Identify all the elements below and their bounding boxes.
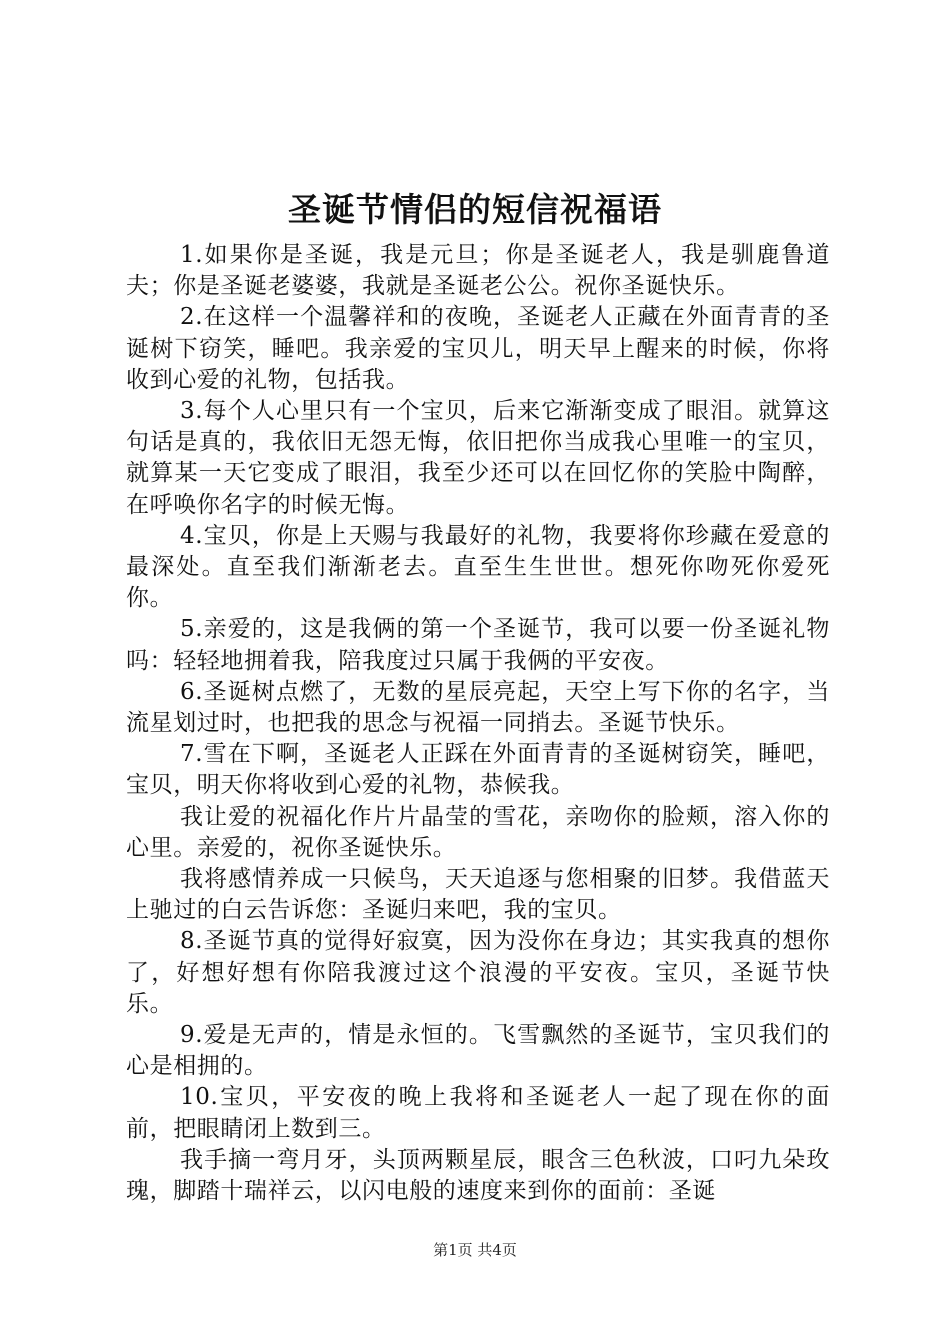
paragraph: 我手摘一弯月牙，头顶两颗星辰，眼含三色秋波，口叼九朵玫瑰，脚踏十瑞祥云，以闪电般的速度来到你的面前：圣诞	[126, 1146, 830, 1205]
document-body	[126, 240, 830, 1207]
document-title: 圣诞节情侣的短信祝福语	[288, 190, 662, 229]
paragraph: 3.每个人心里只有一个宝贝，后来它渐渐变成了眼泪。就算这句话是真的，我依旧无怨无悔，依旧把你当成我心里唯一的宝贝，就算某一天它变成了眼泪，我至少还可以在回忆你的笑脸中陶醉，在呼唤你名字的时候无悔。	[126, 398, 830, 518]
paragraph: 我让爱的祝福化作片片晶莹的雪花，亲吻你的脸颊，溶入你的心里。亲爱的，祝你圣诞快乐。	[126, 803, 830, 861]
paragraph: 6.圣诞树点燃了，无数的星辰亮起，天空上写下你的名字，当流星划过时，也把我的思念与祝福一同捎去。圣诞节快乐。	[126, 678, 830, 737]
paragraph: 5.亲爱的，这是我俩的第一个圣诞节，我可以要一份圣诞礼物吗：轻轻地拥着我，陪我度过只属于我俩的平安夜。	[126, 616, 830, 674]
page-footer: 第1页 共4页	[433, 1241, 517, 1259]
paragraph: 10.宝贝，平安夜的晚上我将和圣诞老人一起了现在你的面前，把眼睛闭上数到三。	[126, 1084, 830, 1142]
paragraph: 4.宝贝，你是上天赐与我最好的礼物，我要将你珍藏在爱意的最深处。直至我们渐渐老去。直至生生世世。想死你吻死你爱死你。	[126, 522, 830, 612]
paragraph: 1.如果你是圣诞，我是元旦；你是圣诞老人，我是驯鹿鲁道夫；你是圣诞老婆婆，我就是圣诞老公公。祝你圣诞快乐。	[126, 242, 830, 300]
paragraph: 我将感情养成一只候鸟，天天追逐与您相聚的旧梦。我借蓝天上驰过的白云告诉您：圣诞归来吧，我的宝贝。	[126, 866, 830, 924]
paragraph: 7.雪在下啊，圣诞老人正踩在外面青青的圣诞树窃笑，睡吧，宝贝，明天你将收到心爱的礼物，恭候我。	[126, 741, 830, 799]
paragraph: 9.爱是无声的，情是永恒的。飞雪飘然的圣诞节，宝贝我们的心是相拥的。	[126, 1022, 830, 1080]
paragraph: 8.圣诞节真的觉得好寂寞，因为没你在身边；其实我真的想你了，好想好想有你陪我渡过这个浪漫的平安夜。宝贝，圣诞节快乐。	[126, 928, 830, 1017]
paragraph: 2.在这样一个温馨祥和的夜晚，圣诞老人正藏在外面青青的圣诞树下窃笑，睡吧。我亲爱的宝贝儿，明天早上醒来的时候，你将收到心爱的礼物，包括我。	[126, 304, 830, 393]
